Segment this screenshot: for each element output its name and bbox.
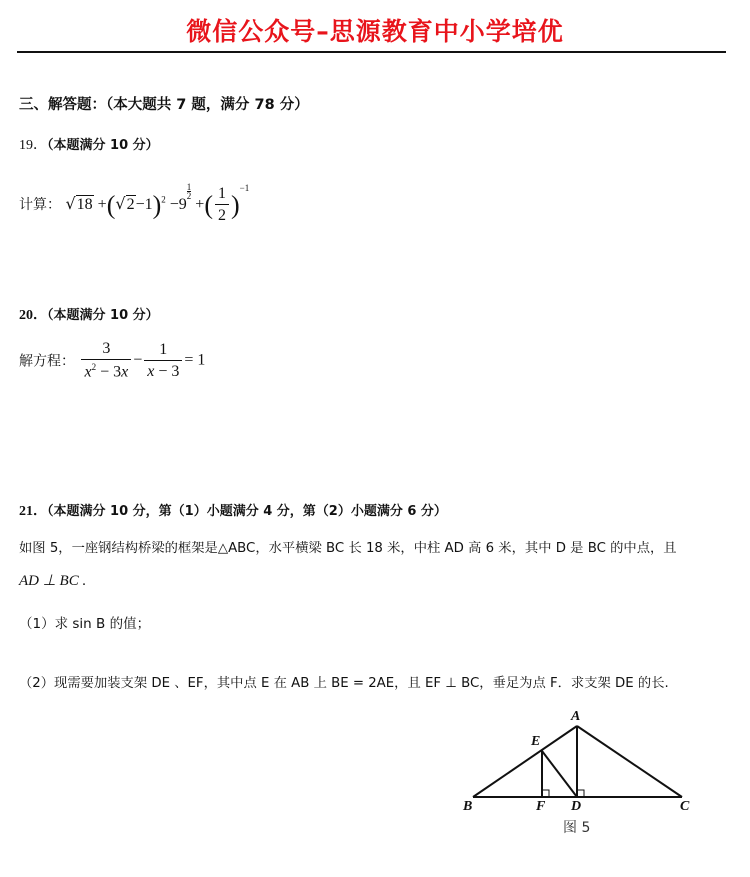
right-angle-F-icon [542,790,549,797]
frac2-num: 1 [144,341,182,361]
q19-inner-sqrt-arg: 2 [126,196,135,213]
frac1-num: 3 [81,340,131,360]
den-rest: − 3 [96,363,122,381]
q21-description-line1: 如图 5，一座钢结构桥梁的框架是△ABC，水平横梁 BC 长 18 米，中柱 AD 高 6 米，其中 D 是 BC 的中点，且 [19,541,677,556]
exp-num: 1 [186,182,192,192]
right-angle-D-icon [577,790,584,797]
sqrt-symbol-icon: √ [65,194,76,213]
q19-prompt: 计算： [19,197,61,213]
q19-exp-neg1: −1 [239,183,250,193]
q20-minus: − [133,351,143,369]
q20-points: （本题满分 10 分） [47,308,159,323]
q19-number: 19． [19,138,47,153]
sqrt-symbol-icon: √ [115,194,126,213]
q19-minus: − [169,196,179,213]
header-title: 微信公众号–思源教育中小学培优 [186,17,564,46]
q19-base9: 9 [178,196,187,213]
q20-rhs: = 1 [184,351,206,369]
q20-number: 20． [19,308,47,323]
segment-AC [577,726,682,797]
label-F: F [536,799,546,814]
segment-AB [473,726,577,797]
var-x: x [84,363,92,381]
right-paren-icon: ) [152,190,162,220]
var-x: x [147,362,155,380]
q19-sqrt-arg: 18 [76,196,93,213]
q21-points: （本题满分 10 分，第（1）小题满分 4 分，第（2）小题满分 6 分） [47,504,447,519]
q20-prompt: 解方程： [19,353,75,370]
exp: 2 [91,362,97,372]
frac-den: 2 [218,207,226,225]
q19-plus2: + [195,196,205,213]
label-D: D [571,799,582,814]
q21-number: 21． [19,504,47,519]
frac-num: 1 [215,185,229,205]
q19-points: （本题满分 10 分） [47,138,159,153]
q21-part2: （2）现需要加装支架 DE 、EF，其中点 E 在 AB 上 BE = 2AE，且 EF ⊥ BC，垂足为点 F．求支架 DE 的长. [19,676,669,691]
q21-part1: （1）求 sin B 的值； [19,616,151,632]
den-rest: − 3 [154,362,180,380]
exp-den: 2 [186,191,192,201]
q21-description-line2: AD ⊥ BC . [19,573,87,589]
left-paren-icon: ( [204,190,213,220]
q19-exp1: 2 [161,194,166,205]
section-title: 三、解答题：（本大题共 7 题，满分 78 分） [19,97,309,113]
var-x: x [121,363,129,381]
label-B: B [463,799,473,814]
figure-caption: 图 5 [563,820,591,836]
q19-minus-one: −1 [135,196,153,213]
right-paren-icon: ) [231,190,240,220]
q19-plus1: + [97,196,107,213]
left-paren-icon: ( [106,190,116,220]
label-A: A [571,709,581,724]
label-C: C [680,799,690,814]
label-E: E [531,734,541,749]
